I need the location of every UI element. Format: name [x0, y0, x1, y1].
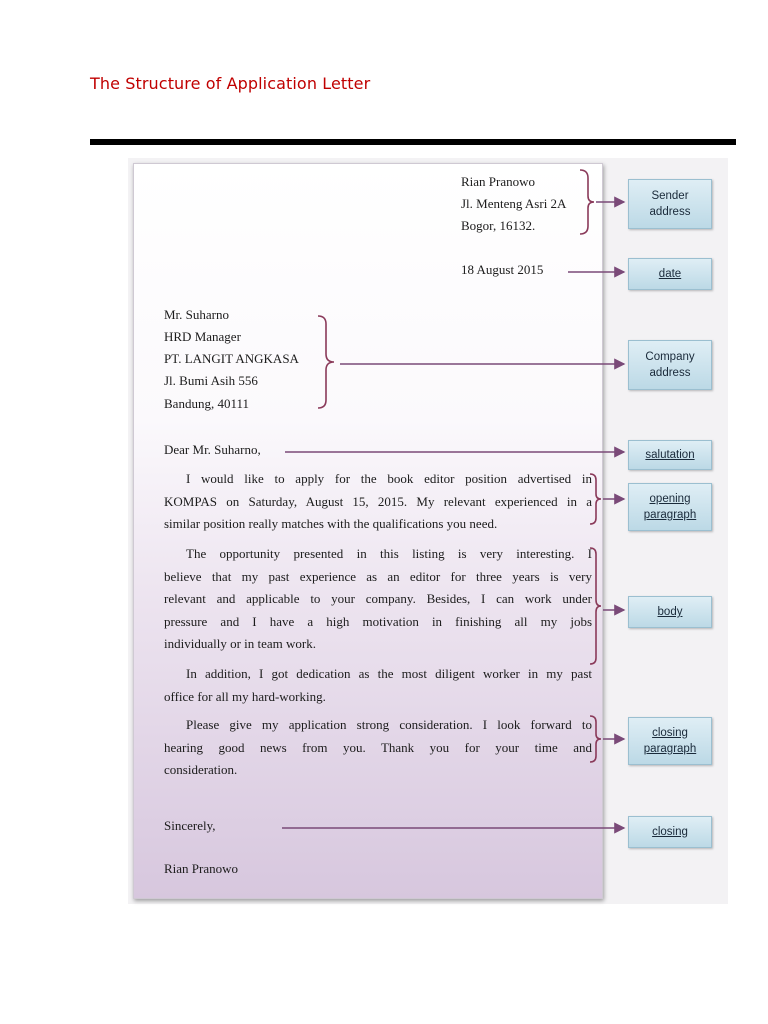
opening-line: I would like to apply for the book editor position advertised in	[186, 471, 592, 486]
body-paragraph-2	[164, 663, 592, 708]
closing-paragraph	[164, 714, 592, 782]
label-company-address: Company address	[628, 340, 712, 390]
label-sender-address: Sender address	[628, 179, 712, 229]
body-line: The opportunity presented in this listing is very interesting. I	[186, 546, 592, 561]
label-salutation: salutation	[628, 440, 712, 470]
body-paragraph-1	[164, 543, 592, 656]
body-line: individually or in team work.	[164, 636, 317, 651]
company-name: PT. LANGIT ANGKASA	[164, 351, 299, 366]
body-line: In addition, I got dedication as the most diligent worker in my past	[186, 666, 592, 681]
body-line: believe that my past experience as an editor for three years is very	[164, 568, 592, 584]
recipient-title: HRD Manager	[164, 329, 241, 344]
closing-text: Sincerely,	[164, 818, 216, 833]
closing-paragraph-line: Please give my application strong consideration. I look forward to	[186, 717, 592, 732]
opening-line: similar position really matches with the qualifications you need.	[164, 516, 498, 531]
sender-name: Rian Pranowo	[461, 174, 536, 189]
closing-paragraph-line: hearing good news from you. Thank you for your time and	[164, 739, 592, 755]
company-street: Jl. Bumi Asih 556	[164, 373, 258, 388]
signature-name: Rian Pranowo	[164, 861, 239, 876]
title-divider	[90, 139, 736, 145]
closing-paragraph-line: consideration.	[164, 762, 238, 777]
company-city: Bandung, 40111	[164, 396, 249, 411]
recipient-name: Mr. Suharno	[164, 307, 229, 322]
body-line: relevant and applicable to your company. Besides, I can work under	[164, 591, 592, 606]
letter-date: 18 August 2015	[461, 262, 544, 277]
body-line: office for all my hard-working.	[164, 688, 326, 704]
sender-street: Jl. Menteng Asri 2A	[461, 196, 567, 211]
label-date: date	[628, 258, 712, 290]
label-closing-paragraph: closing paragraph	[628, 717, 712, 765]
body-line: pressure and I have a high motivation in finishing all my jobs	[164, 613, 592, 629]
label-opening-paragraph: opening paragraph	[628, 483, 712, 531]
label-body: body	[628, 596, 712, 628]
label-closing: closing	[628, 816, 712, 848]
salutation-text: Dear Mr. Suharno,	[164, 442, 261, 457]
document-title: The Structure of Application Letter	[90, 74, 371, 93]
opening-paragraph	[164, 468, 592, 536]
sender-city: Bogor, 16132.	[461, 218, 536, 233]
opening-line: KOMPAS on Saturday, August 15, 2015. My relevant experienced in a	[164, 493, 592, 509]
